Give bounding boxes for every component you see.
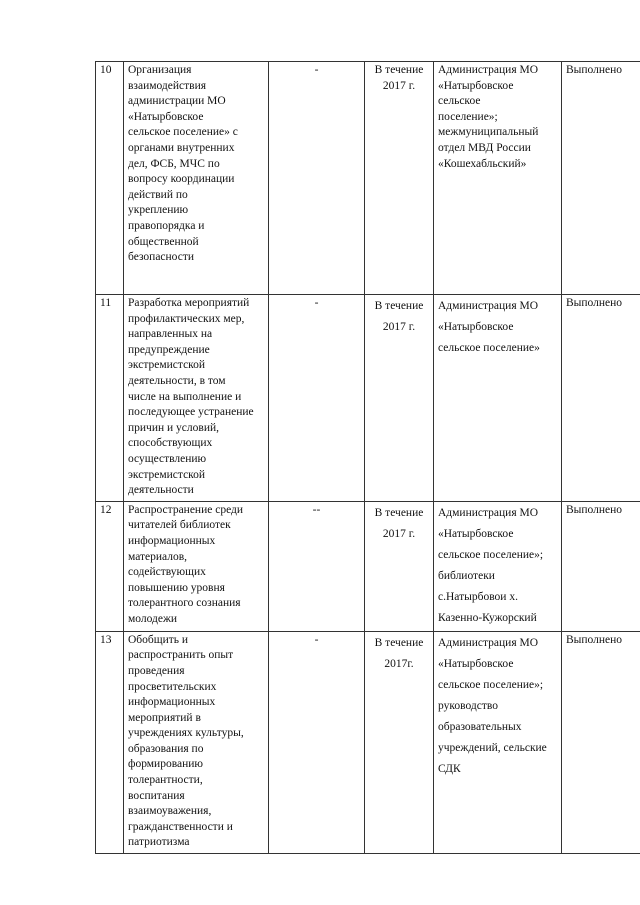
funding-source: -	[269, 62, 365, 295]
event-description: Организация взаимодействия администрации МО «Натырбовское сельское поселение» с органами внутренних дел, ФСБ, МЧС по вопросу координации действий по укреплению правопорядка и общественной безопасности	[124, 62, 269, 295]
event-description: Разработка мероприятий профилактических мер, направленных на предупреждение экстремистской деятельности, в том числе на выполнение и последующее устранение причин и условий, способствующих осуществлению экстремистской деятельности	[124, 295, 269, 502]
row-number: 12	[96, 501, 124, 631]
execution-term: В течение 2017 г.	[365, 501, 434, 631]
responsible-party: Администрация МО «Натырбовское сельское поселение»; руководство образовательных учреждений, сельские СДК	[434, 631, 562, 853]
execution-term: В течение 2017 г.	[365, 295, 434, 502]
execution-status: Выполнено	[562, 295, 640, 502]
execution-term: В течение 2017г.	[365, 631, 434, 853]
funding-source: -	[269, 631, 365, 853]
event-description: Распространение среди читателей библиотек информационных материалов, содействующих повышению уровня толерантного сознания молодежи	[124, 501, 269, 631]
funding-source: --	[269, 501, 365, 631]
table-row	[96, 295, 640, 502]
funding-source: -	[269, 295, 365, 502]
execution-term: В течение 2017 г.	[365, 62, 434, 295]
row-number: 11	[96, 295, 124, 502]
execution-status: Выполнено	[562, 631, 640, 853]
table-row	[96, 62, 640, 295]
responsible-party: Администрация МО «Натырбовское сельское поселение»; межмуниципальный отдел МВД России «Кошехабльский»	[434, 62, 562, 295]
responsible-party: Администрация МО «Натырбовское сельское поселение»; библиотеки с.Натырбовои х. Казенно-Кужорский	[434, 501, 562, 631]
responsible-party: Администрация МО «Натырбовское сельское поселение»	[434, 295, 562, 502]
table-row	[96, 501, 640, 631]
table-row	[96, 631, 640, 853]
row-number: 10	[96, 62, 124, 295]
events-table	[95, 61, 640, 854]
execution-status: Выполнено	[562, 62, 640, 295]
execution-status: Выполнено	[562, 501, 640, 631]
event-description: Обобщить и распространить опыт проведения просветительских информационных мероприятий в учреждениях культуры, образования по формированию толерантности, воспитания взаимоуважения, гражданственности и патриотизма	[124, 631, 269, 853]
row-number: 13	[96, 631, 124, 853]
